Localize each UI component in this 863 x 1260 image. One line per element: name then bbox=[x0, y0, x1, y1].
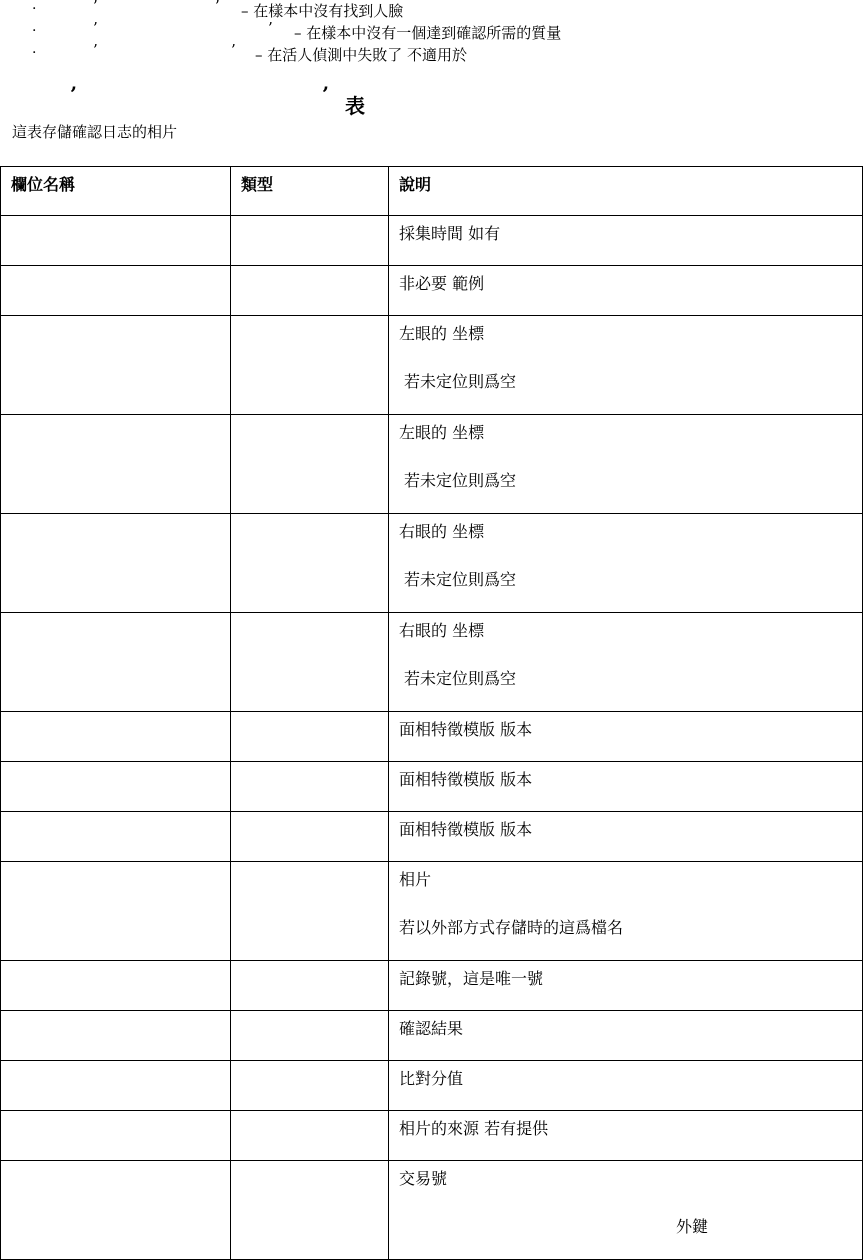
bullet-marker: · bbox=[32, 1, 37, 17]
field-name-cell bbox=[1, 415, 231, 514]
field-name-cell bbox=[1, 316, 231, 415]
description-cell bbox=[389, 961, 863, 1011]
table-row bbox=[1, 862, 863, 961]
description-text: 右眼的 坐標 bbox=[399, 522, 485, 541]
column-header-description: 說明 bbox=[389, 167, 863, 216]
description-text: 右眼的 坐標 bbox=[399, 621, 485, 640]
table-row bbox=[1, 266, 863, 316]
description-note: 若未定位則爲空 bbox=[404, 669, 517, 688]
table-row bbox=[1, 1111, 863, 1161]
table-row bbox=[1, 415, 863, 514]
type-cell bbox=[231, 613, 389, 712]
type-cell bbox=[231, 1061, 389, 1111]
field-name-cell bbox=[1, 1111, 231, 1161]
type-cell bbox=[231, 1011, 389, 1061]
heading-text: 表 bbox=[345, 94, 365, 118]
type-cell bbox=[231, 961, 389, 1011]
table-row bbox=[1, 613, 863, 712]
description-text: 採集時間 如有 bbox=[399, 224, 501, 243]
description-text: 交易號 bbox=[399, 1169, 448, 1188]
quote-mark: ’ bbox=[215, 0, 220, 15]
description-text: 左眼的 坐標 bbox=[399, 324, 485, 343]
description-text: 相片的來源 若有提供 bbox=[399, 1119, 549, 1138]
fields-table bbox=[0, 166, 863, 1260]
quote-mark: ’ bbox=[93, 19, 98, 37]
field-name-cell bbox=[1, 712, 231, 762]
field-name-cell bbox=[1, 613, 231, 712]
table-row bbox=[1, 1011, 863, 1061]
field-name-cell bbox=[1, 1011, 231, 1061]
intro-paragraph: 這表存儲確認日志的相片 bbox=[12, 123, 178, 141]
description-cell bbox=[389, 514, 863, 613]
type-cell bbox=[231, 862, 389, 961]
description-cell bbox=[389, 1111, 863, 1161]
table-row bbox=[1, 812, 863, 862]
table-row bbox=[1, 1061, 863, 1111]
type-cell bbox=[231, 266, 389, 316]
field-name-cell bbox=[1, 812, 231, 862]
type-cell bbox=[231, 1161, 389, 1260]
section-heading bbox=[0, 82, 863, 118]
type-cell bbox=[231, 415, 389, 514]
table-header-row bbox=[1, 167, 863, 216]
table-row bbox=[1, 316, 863, 415]
bullet-text: – 在樣本中沒有一個達到確認所需的質量 bbox=[294, 24, 562, 42]
quote-mark: ’ bbox=[93, 41, 98, 59]
field-name-cell bbox=[1, 266, 231, 316]
description-note: 若以外部方式存儲時的這爲檔名 bbox=[399, 918, 624, 937]
column-header-field-name: 欄位名稱 bbox=[1, 167, 231, 216]
description-cell bbox=[389, 712, 863, 762]
table-row bbox=[1, 514, 863, 613]
bullet-item bbox=[0, 0, 863, 22]
description-cell bbox=[389, 762, 863, 812]
description-text: 比對分值 bbox=[399, 1069, 464, 1088]
field-name-cell bbox=[1, 1061, 231, 1111]
table-row bbox=[1, 712, 863, 762]
description-cell bbox=[389, 1011, 863, 1061]
bullet-marker: · bbox=[32, 23, 37, 39]
field-name-cell bbox=[1, 961, 231, 1011]
type-cell bbox=[231, 762, 389, 812]
bullet-item bbox=[0, 41, 863, 66]
table-row bbox=[1, 1161, 863, 1260]
type-cell bbox=[231, 514, 389, 613]
type-cell bbox=[231, 216, 389, 266]
quote-mark: ’ bbox=[322, 82, 329, 106]
column-header-type: 類型 bbox=[231, 167, 389, 216]
description-note: 若未定位則爲空 bbox=[404, 570, 517, 589]
field-name-cell bbox=[1, 1161, 231, 1260]
description-text: 面相特徵模版 版本 bbox=[399, 720, 533, 739]
description-cell bbox=[389, 1161, 863, 1260]
quote-mark: ’ bbox=[268, 19, 273, 37]
bullet-text: – 在樣本中沒有找到人臉 bbox=[241, 2, 404, 20]
type-cell bbox=[231, 712, 389, 762]
description-cell bbox=[389, 862, 863, 961]
description-cell bbox=[389, 216, 863, 266]
type-cell bbox=[231, 1111, 389, 1161]
description-text: 面相特徵模版 版本 bbox=[399, 820, 533, 839]
description-cell bbox=[389, 415, 863, 514]
description-text: 面相特徵模版 版本 bbox=[399, 770, 533, 789]
description-text: 非必要 範例 bbox=[399, 274, 485, 293]
table-row bbox=[1, 762, 863, 812]
table-row bbox=[1, 961, 863, 1011]
description-cell bbox=[389, 1061, 863, 1111]
type-cell bbox=[231, 812, 389, 862]
description-cell bbox=[389, 812, 863, 862]
description-cell bbox=[389, 316, 863, 415]
quote-mark: ’ bbox=[231, 41, 236, 59]
quote-mark: ’ bbox=[70, 82, 77, 106]
field-name-cell bbox=[1, 514, 231, 613]
table-row bbox=[1, 216, 863, 266]
description-text: 確認結果 bbox=[399, 1019, 464, 1038]
quote-mark: ’ bbox=[93, 0, 98, 15]
description-cell bbox=[389, 266, 863, 316]
description-text: 左眼的 坐標 bbox=[399, 423, 485, 442]
description-cell bbox=[389, 613, 863, 712]
field-name-cell bbox=[1, 216, 231, 266]
field-name-cell bbox=[1, 762, 231, 812]
description-text: 記錄號，這是唯一號 bbox=[399, 969, 544, 988]
description-text: 相片 bbox=[399, 870, 432, 889]
description-note: 外鍵 bbox=[676, 1217, 709, 1236]
bullet-text: – 在活人偵測中失敗了 不適用於 bbox=[255, 46, 468, 64]
field-name-cell bbox=[1, 862, 231, 961]
description-note: 若未定位則爲空 bbox=[404, 372, 517, 391]
type-cell bbox=[231, 316, 389, 415]
description-note: 若未定位則爲空 bbox=[404, 471, 517, 490]
bullet-item bbox=[0, 19, 863, 44]
bullet-marker: · bbox=[32, 45, 37, 61]
